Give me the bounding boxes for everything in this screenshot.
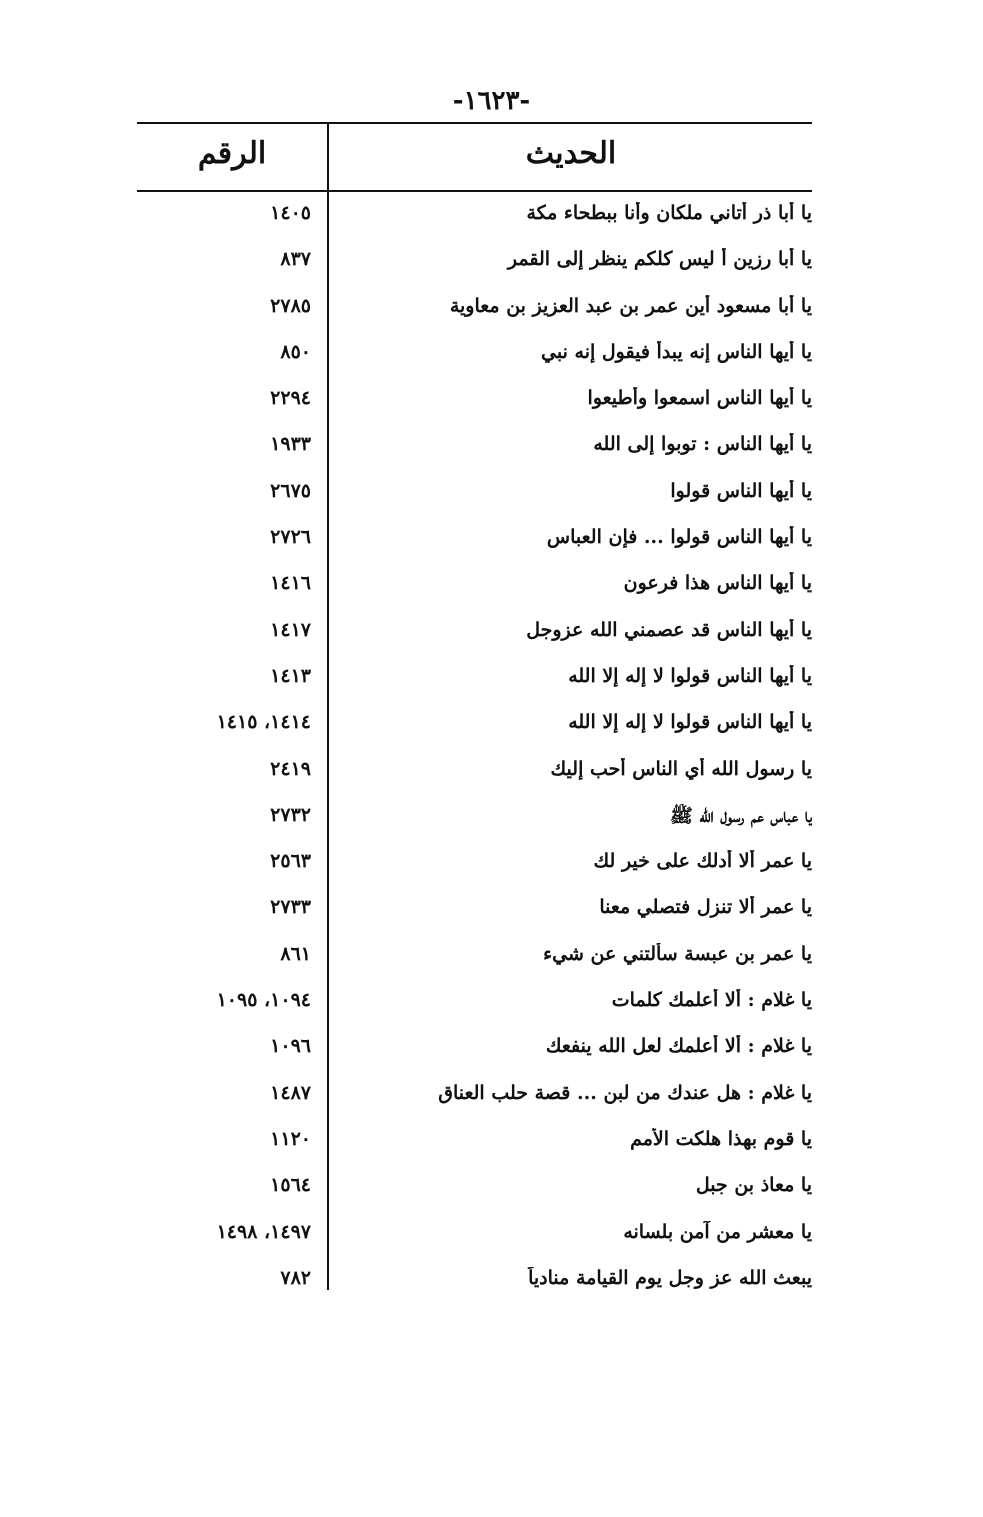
column-header-number: الرقم [197,136,267,171]
table-row [137,1263,812,1309]
table-row [137,892,812,938]
hadith-number: ١٤١٣ [270,664,311,687]
table-row [137,429,812,475]
hadith-text: يا أبا رزين أ ليس كلكم ينظر إلى القمر [507,248,812,271]
hadith-text: يا معشر من آمن بلسانه [623,1220,812,1243]
table-row [137,198,812,244]
page-number: -١٦٢٣- [452,86,531,116]
hadith-number: ٢٦٧٥ [270,479,311,502]
hadith-number: ١٤١٧ [270,618,311,641]
hadith-text: يا أيها الناس قولوا لا إله إلا الله [568,711,812,734]
hadith-number: ١٤٠٥ [270,202,311,224]
hadith-text: يا عمر ألا تنزل فتصلي معنا [599,896,812,919]
hadith-number: ٢٧٢٦ [270,526,311,549]
hadith-text: يا أيها الناس إنه يبدأ فيقول إنه نبي [541,340,812,363]
hadith-number: ١٥٦٤ [270,1174,311,1197]
hadith-text: يا أيها الناس قد عصمني الله عزوجل [526,618,812,641]
hadith-number: ١٠٩٦ [270,1035,311,1058]
hadith-text: يا أيها الناس قولوا [670,479,812,502]
table-row [137,568,812,614]
hadith-text: يا قوم بهذا هلكت الأمم [630,1127,812,1150]
hadith-number: ٢٧٣٣ [270,896,311,919]
hadith-text: يا غلام : هل عندك من لبن ... قصة حلب العناق [438,1081,812,1104]
table-row [137,1124,812,1170]
hadith-number: ١١٢٠ [270,1127,311,1150]
hadith-number: ١٤١٤، ١٤١٥ [216,711,311,734]
hadith-text: يا أبا مسعود أين عمر بن عبد العزيز بن معاوية [449,294,812,317]
hadith-number: ١٤٩٧، ١٤٩٨ [216,1220,311,1243]
table-row [137,615,812,661]
hadith-text: يا أيها الناس : توبوا إلى الله [593,433,812,456]
hadith-text: يا أيها الناس هذا فرعون [623,572,812,595]
hadith-number: ١٤٨٧ [270,1081,311,1104]
hadith-number: ٨٣٧ [280,248,311,271]
table-row [137,1031,812,1077]
hadith-text: يبعث الله عز وجل يوم القيامة منادياً [528,1266,812,1289]
header-bottom-rule [137,190,812,192]
table-row [137,383,812,429]
hadith-number: ٧٨٢ [280,1266,311,1289]
table-row [137,661,812,707]
table-row [137,291,812,337]
table-row [137,800,812,846]
hadith-text: يا معاذ بن جبل [695,1174,812,1197]
hadith-number: ٨٥٠ [280,340,311,363]
hadith-text: يا أيها الناس اسمعوا وأطيعوا [587,387,812,410]
table-rows [137,198,812,1309]
table-row [137,1217,812,1263]
hadith-number: ٢٢٩٤ [270,387,311,410]
hadith-text: يا رسول الله أي الناس أحب إليك [550,757,812,780]
hadith-number: ٢٤١٩ [270,757,311,780]
table-row [137,707,812,753]
table-row [137,1078,812,1124]
hadith-text: يا عمر ألا أدلك على خير لك [593,850,812,873]
hadith-text: يا غلام : ألا أُعلمك كلمات [611,989,812,1012]
hadith-number: ١٠٩٤، ١٠٩٥ [216,989,311,1012]
table-row [137,522,812,568]
table-row [137,337,812,383]
hadith-text: يا عمر بن عبسة سألتني عن شيء [543,942,812,965]
hadith-number: ٨٦١ [280,942,311,965]
hadith-text: يا غلام : ألا أُعلمك لعل الله ينفعك [545,1035,812,1058]
hadith-text: يا أبا ذر أتاني ملكان وأنا ببطحاء مكة [526,202,812,224]
table-row [137,939,812,985]
hadith-number: ١٩٣٣ [270,433,311,456]
table-row [137,1170,812,1216]
table-top-rule [137,122,812,124]
hadith-text: يا عباس عم رسول الله ﷺ [669,804,812,827]
hadith-number: ٢٧٣٢ [270,803,311,826]
table-row [137,476,812,522]
hadith-text: يا أيها الناس قولوا لا إله إلا الله [568,664,812,687]
hadith-number: ٢٥٦٣ [270,850,311,873]
table-row [137,244,812,290]
column-header-hadith: الحديث [525,136,617,171]
hadith-text: يا أيها الناس قولوا ... فإن العباس [546,526,812,549]
table-row [137,985,812,1031]
hadith-number: ١٤١٦ [270,572,311,595]
hadith-number: ٢٧٨٥ [270,294,311,317]
table-row [137,846,812,892]
table-row [137,754,812,800]
